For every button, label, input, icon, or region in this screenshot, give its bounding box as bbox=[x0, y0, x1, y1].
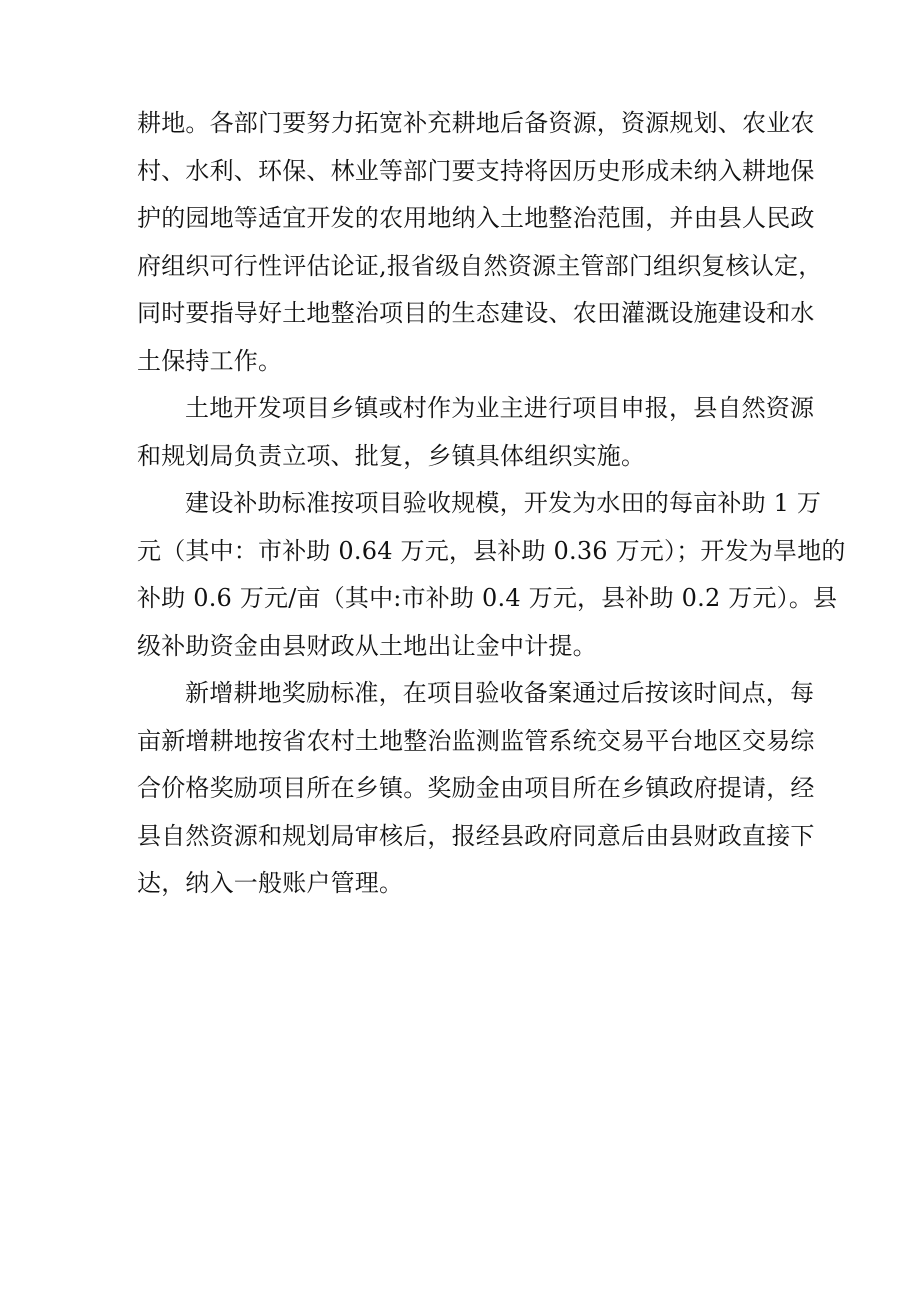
text-line: 级补助资金由县财政从土地出让金中计提。 bbox=[137, 631, 597, 660]
paragraph-1 bbox=[137, 100, 823, 385]
text-line: 建设补助标准按项目验收规模，开发为水田的每亩补助 1 万 bbox=[185, 489, 822, 517]
text-line: 合价格奖励项目所在乡镇。奖励金由项目所在乡镇政府提请，经 bbox=[137, 774, 815, 802]
text-line: 土保持工作。 bbox=[137, 346, 283, 375]
text-line: 元（其中：市补助 0.64 万元，县补助 0.36 万元）；开发为旱地的 bbox=[137, 536, 846, 565]
document-body bbox=[137, 100, 846, 908]
paragraph-3 bbox=[137, 480, 846, 670]
paragraph-2 bbox=[137, 385, 815, 480]
text-line: 土地开发项目乡镇或村作为业主进行项目申报，县自然资源 bbox=[185, 394, 815, 422]
text-line: 和规划局负责立项、批复，乡镇具体组织实施。 bbox=[137, 441, 646, 470]
text-line: 补助 0.6 万元/亩（其中:市补助 0.4 万元，县补助 0.2 万元）。县 bbox=[137, 584, 838, 612]
text-line: 府组织可行性评估论证,报省级自然资源主管部门组织复核认定， bbox=[137, 251, 823, 280]
text-line: 村、水利、环保、林业等部门要支持将因历史形成未纳入耕地保 bbox=[137, 156, 815, 185]
text-line: 耕地。各部门要努力拓宽补充耕地后备资源，资源规划、农业农 bbox=[137, 109, 815, 137]
text-line: 新增耕地奖励标准，在项目验收备案通过后按该时间点，每 bbox=[185, 679, 815, 707]
paragraph-4 bbox=[137, 670, 815, 908]
text-line: 护的园地等适宜开发的农用地纳入土地整治范围，并由县人民政 bbox=[137, 204, 815, 232]
text-line: 同时要指导好土地整治项目的生态建设、农田灌溉设施建设和水 bbox=[137, 299, 815, 327]
text-line: 县自然资源和规划局审核后，报经县政府同意后由县财政直接下 bbox=[137, 821, 815, 850]
text-line: 亩新增耕地按省农村土地整治监测监管系统交易平台地区交易综 bbox=[137, 726, 815, 755]
text-line: 达，纳入一般账户管理。 bbox=[137, 869, 404, 897]
